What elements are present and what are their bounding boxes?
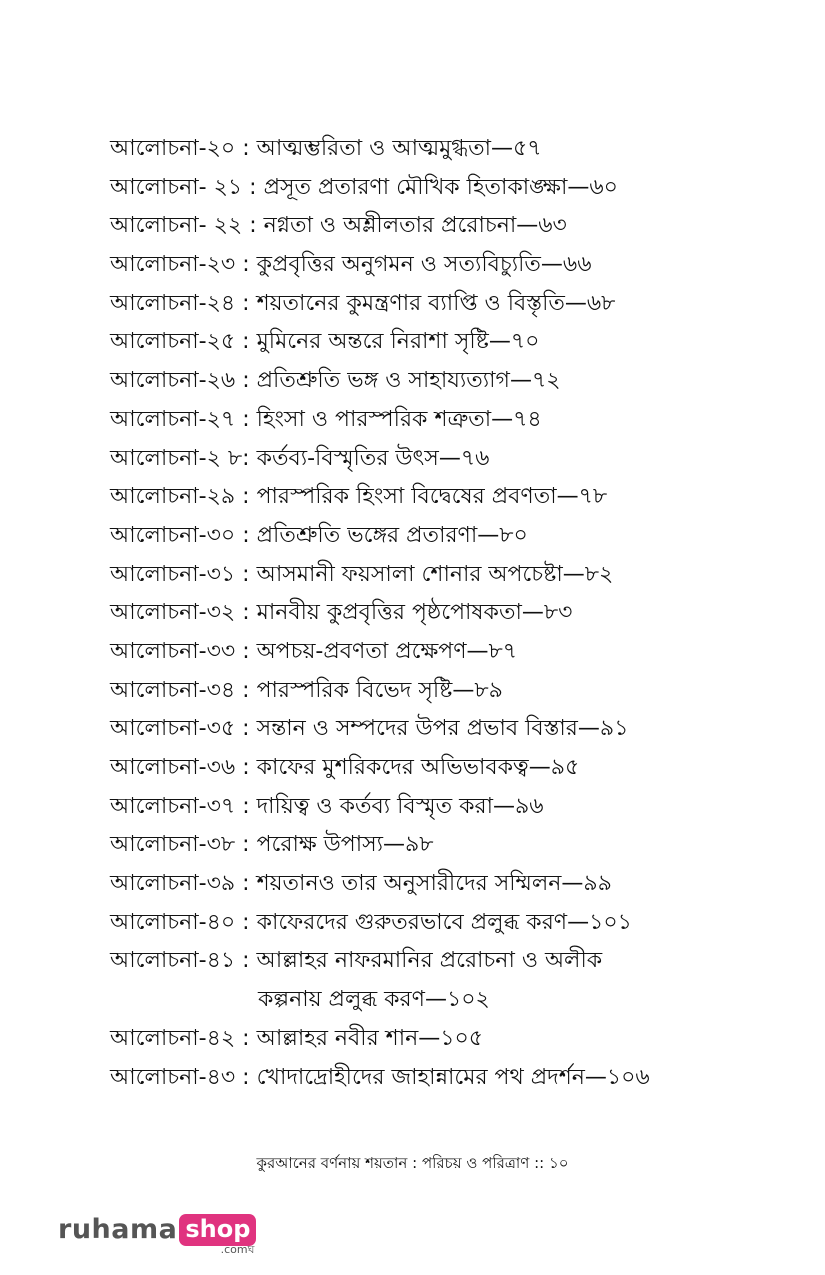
- toc-entry: আলোচনা-২ ৮: কর্তব্য-বিস্মৃতির উৎস—৭৬: [110, 445, 490, 471]
- toc-entry: আলোচনা-৩০ : প্রতিশ্রুতি ভঙ্গের প্রতারণা—৮০: [110, 522, 528, 548]
- toc-entry: আলোচনা-২৬ : প্রতিশ্রুতি ভঙ্গ ও সাহায্যত্যাগ—৭২: [110, 368, 561, 394]
- toc-entry: আলোচনা- ২২ : নগ্নতা ও অশ্লীলতার প্ররোচনা—৬৩: [110, 213, 567, 239]
- logo-text-shop: shop: [179, 1214, 256, 1246]
- toc-entry: আলোচনা-৩৮ : পরোক্ষ উপাস্য—৯৮: [110, 832, 434, 858]
- toc-entry: আলোচনা-৩২ : মানবীয় কুপ্রবৃত্তির পৃষ্ঠপোষকতা—৮৩: [110, 600, 573, 626]
- ruhama-shop-logo: [58, 1214, 256, 1254]
- toc-entry: আলোচনা-২৩ : কুপ্রবৃত্তির অনুগমন ও সত্যবিচ্যুতি—৬৬: [110, 252, 592, 278]
- toc-entry: আলোচনা-৩৪ : পারস্পরিক বিভেদ সৃষ্টি—৮৯: [110, 677, 503, 703]
- toc-entry: আলোচনা-৩৫ : সন্তান ও সম্পদের উপর প্রভাব বিস্তার—৯১: [110, 716, 629, 742]
- toc-entry: আলোচনা-২০ : আত্মম্ভরিতা ও আত্মমুগ্ধতা—৫৭: [110, 136, 542, 161]
- toc-entry: আলোচনা- ২১ : প্রসূত প্রতারণা মৌখিক হিতাকাঙ্ক্ষা—৬০: [110, 174, 618, 200]
- toc-entry: আলোচনা-৪৩ : খোদাদ্রোহীদের জাহান্নামের পথ প্রদর্শন—১০৬: [110, 1064, 650, 1090]
- toc-entry-continuation: কল্পনায় প্রলুব্ধ করণ—১০২: [258, 987, 490, 1013]
- toc-entry: আলোচনা-৩৬ : কাফের মুশরিকদের অভিভাবকত্ব—৯৫: [110, 755, 580, 780]
- toc-entry: আলোচনা-৪০ : কাফেরদের গুরুতরভাবে প্রলুব্ধ করণ—১০১: [110, 909, 632, 935]
- toc-entry: আলোচনা-৩৯ : শয়তানও তার অনুসারীদের সম্মিলন—৯৯: [110, 871, 612, 897]
- toc-entry: আলোচনা-২৯ : পারস্পরিক হিংসা বিদ্বেষের প্রবণতা—৭৮: [110, 484, 608, 510]
- toc-entry: আলোচনা-২৫ : মুমিনের অন্তরে নিরাশা সৃষ্টি—৭০: [110, 329, 540, 355]
- logo-shop-badge: [179, 1214, 256, 1256]
- toc-entry: আলোচনা-৩৩ : অপচয়-প্রবণতা প্রক্ষেপণ—৮৭: [110, 638, 518, 664]
- toc-entry: আলোচনা-৪১ : আল্লাহর নাফরমানির প্ররোচনা ও অলীক: [110, 948, 603, 974]
- toc-entry: আলোচনা-৩১ : আসমানী ফয়সালা শোনার অপচেষ্টা—৮২: [110, 561, 614, 587]
- toc-entry: আলোচনা-২৭ : হিংসা ও পারস্পরিক শত্রুতা—৭৪: [110, 406, 542, 432]
- page-footer: কুরআনের বর্ণনায় শয়তান : পরিচয় ও পরিত্রাণ :: ১০: [256, 1154, 569, 1172]
- toc-entry: আলোচনা-৩৭ : দায়িত্ব ও কর্তব্য বিস্মৃত করা—৯৬: [110, 793, 544, 819]
- toc-entry: আলোচনা-৪২ : আল্লাহর নবীর শান—১০৫: [110, 1025, 484, 1051]
- logo-text-com: .comঘ: [220, 1243, 255, 1256]
- table-of-contents: [110, 130, 800, 1097]
- toc-entry: আলোচনা-২৪ : শয়তানের কুমন্ত্রণার ব্যাপ্তি ও বিস্তৃতি—৬৮: [110, 290, 616, 316]
- logo-text-ruhama: ruhama: [58, 1214, 178, 1245]
